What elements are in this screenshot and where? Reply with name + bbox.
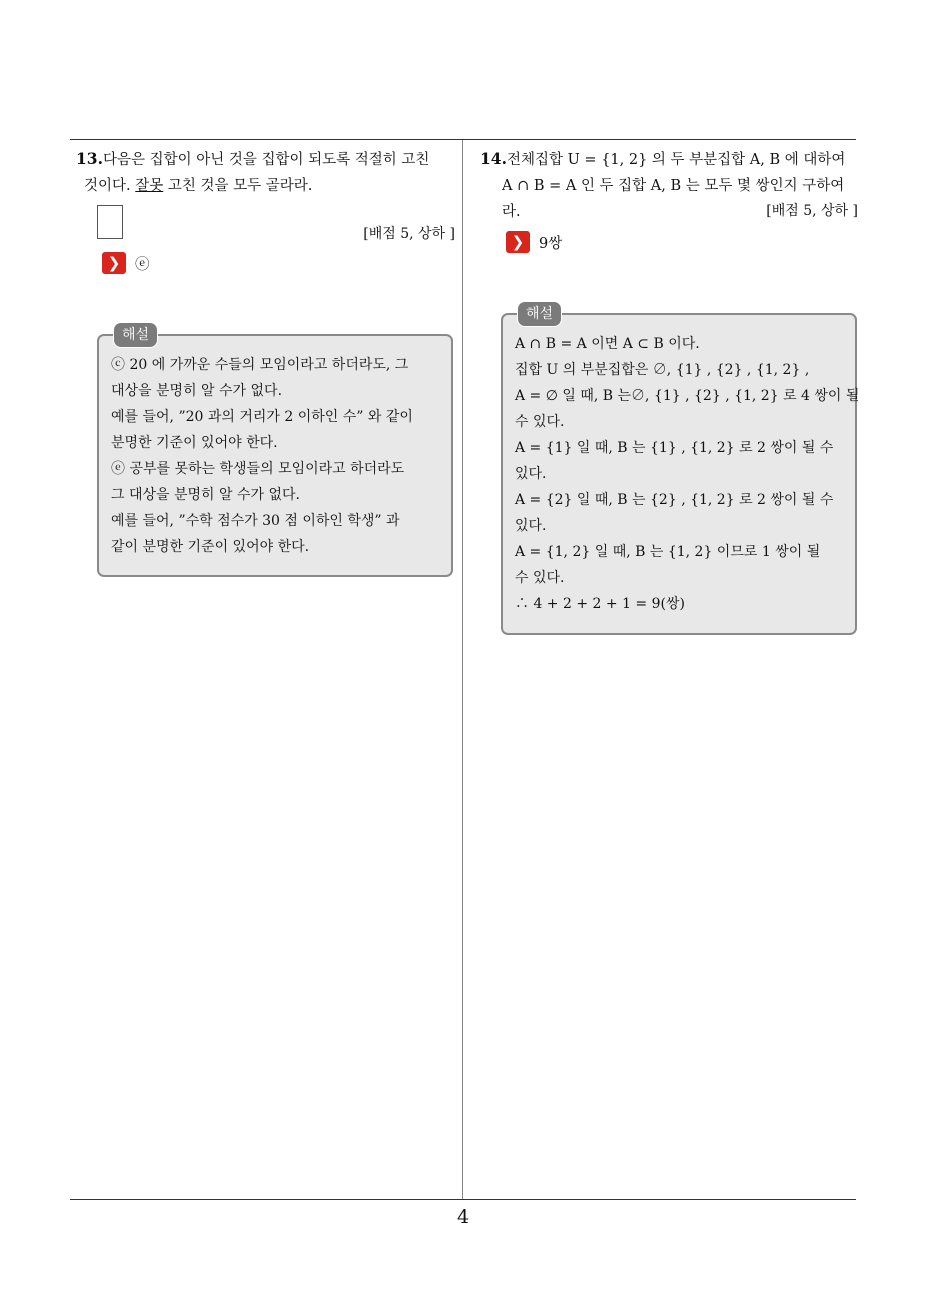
question-13-score: [배점 5, 상하 ]: [363, 226, 455, 242]
q14-solution-line: 수 있다.: [515, 570, 565, 586]
q14-solution-line: 있다.: [515, 518, 547, 534]
page-number: 4: [456, 1206, 470, 1228]
q14-solution-line: 수 있다.: [515, 414, 565, 430]
answer-arrow-icon: ❯: [102, 252, 126, 274]
question-13-solution-tag: 해설: [113, 322, 158, 348]
question-13-solution-box: [97, 327, 453, 577]
q13-solution-line: 대상을 분명히 알 수가 없다.: [111, 383, 283, 399]
q13-solution-line: 분명한 기준이 있어야 한다.: [111, 435, 278, 451]
q13-solution-line: 예를 들어, ”수학 점수가 30 점 이하인 학생” 과: [111, 513, 400, 529]
q14-solution-line: A = {1} 일 때, B 는 {1} , {1, 2} 로 2 쌍이 될 수: [515, 440, 834, 456]
question-13-answer-row: [102, 252, 150, 274]
q13-solution-line: 그 대상을 분명히 알 수가 없다.: [111, 487, 300, 503]
question-14-solution-box: [501, 306, 860, 635]
answer-arrow-icon: ❯: [506, 231, 530, 253]
q14-solution-line: ∴ 4 + 2 + 2 + 1 = 9(쌍): [515, 596, 685, 612]
question-14-score: [배점 5, 상하 ]: [766, 203, 858, 219]
question-13-text: [76, 146, 454, 199]
question-14-line1: 전체집합 U = {1, 2} 의 두 부분집합 A, B 에 대하여: [506, 152, 846, 168]
bottom-rule: [70, 1199, 856, 1200]
q13-solution-line: ⓔ 공부를 못하는 학생들의 모임이라고 하더라도: [111, 461, 405, 477]
answer-blank-box[interactable]: [97, 205, 123, 239]
question-14-line3: 라.: [502, 204, 521, 220]
question-13-line2-post: 고친 것을 모두 골라라.: [163, 178, 313, 194]
q13-solution-line: ⓒ 20 에 가까운 수들의 모임이라고 하더라도, 그: [111, 357, 409, 373]
q13-solution-line: 예를 들어, ”20 과의 거리가 2 이하인 수” 와 같이: [111, 409, 413, 425]
q14-solution-line: A = ∅ 일 때, B 는∅, {1} , {2} , {1, 2} 로 4 쌍이 될: [515, 388, 860, 404]
question-14-number: 14.: [480, 149, 507, 168]
question-13-line1: 다음은 집합이 아닌 것을 집합이 되도록 적절히 고친: [102, 152, 430, 168]
question-13-underlined-word: 잘못: [135, 178, 164, 194]
question-13-number: 13.: [76, 149, 103, 168]
top-rule: [70, 139, 856, 140]
q14-solution-line: 집합 U 의 부분집합은 ∅, {1} , {2} , {1, 2} ,: [515, 362, 810, 378]
q13-solution-line: 같이 분명한 기준이 있어야 한다.: [111, 539, 310, 555]
question-13: [76, 146, 454, 199]
question-14-answer-row: [506, 231, 562, 253]
question-14-line2: A ∩ B = A 인 두 집합 A, B 는 모두 몇 쌍인지 구하여: [502, 178, 845, 194]
q14-solution-line: A ∩ B = A 이면 A ⊂ B 이다.: [515, 336, 700, 352]
q14-solution-line: A = {2} 일 때, B 는 {2} , {1, 2} 로 2 쌍이 될 수: [515, 492, 834, 508]
q14-solution-line: 있다.: [515, 466, 547, 482]
question-13-answer: ⓔ: [135, 256, 150, 273]
q14-solution-line: A = {1, 2} 일 때, B 는 {1, 2} 이므로 1 쌍이 될: [515, 544, 821, 560]
question-14-solution-tag: 해설: [517, 301, 562, 327]
question-13-line2-pre: 것이다.: [84, 178, 136, 194]
question-14-answer: 9쌍: [539, 235, 563, 252]
column-divider: [462, 140, 463, 1199]
